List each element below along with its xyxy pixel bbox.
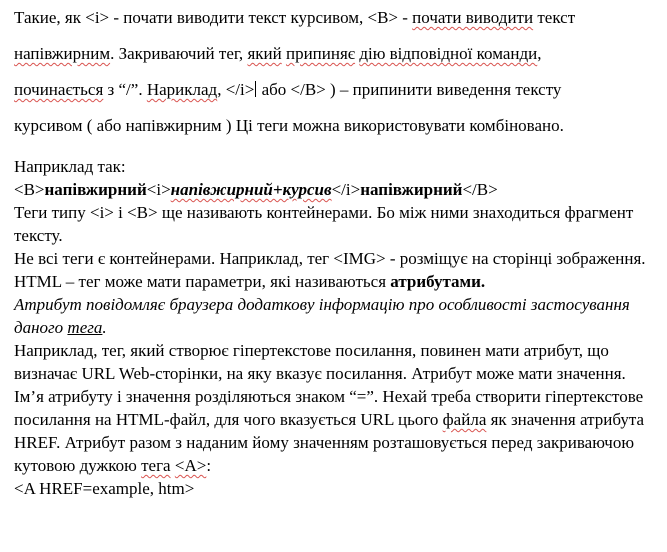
text-run: текст: [533, 8, 576, 27]
text-run: курсивом ( або напівжирним ) Ці теги можна використовувати комбіновано.: [14, 116, 564, 135]
tag-text: <B>: [14, 180, 45, 199]
bold-text: атрибутами.: [390, 272, 486, 291]
text-run-marked: <A>: [174, 456, 207, 475]
attribute-definition: [14, 293, 659, 339]
attributes-paragraph: [14, 270, 659, 293]
text-run-marked: який: [247, 44, 282, 63]
bold-text: напівжирний: [44, 180, 147, 199]
text-run-marked: припиняє: [285, 44, 356, 63]
containers-paragraph: Теги типу <i> і <B> ще називають контейнерами. Бо між ними знаходиться фрагмент тексту.: [14, 203, 634, 245]
href-paragraph: [14, 339, 659, 477]
tag-text: <i>: [146, 180, 171, 199]
bold-italic-text: напівжирний+курсив: [170, 180, 332, 199]
code-example-line: <A HREF=example, htm>: [14, 479, 195, 498]
text-run: HTML – тег може мати параметри, які називаються: [14, 272, 391, 291]
text-run-marked: тега: [141, 456, 171, 475]
tag-text: </B>: [462, 180, 498, 199]
text-run-marked: починається: [14, 80, 104, 99]
main-text-block: [14, 155, 659, 500]
text-run: ,: [537, 44, 542, 63]
text-run: Атрибут повідомляє браузера додаткову інформацію про особливості застосування даного: [14, 295, 630, 337]
text-run-marked: напівжирним: [14, 44, 111, 63]
text-run-marked: почати виводити: [412, 8, 534, 27]
text-run: як значення атрибута HREF. Атрибут разом з наданим йому значенням розташовується перед закриваючою кутовою дужкою: [14, 410, 644, 475]
text-run: або </B> ) – припинити виведення тексту: [257, 80, 562, 99]
text-run: , </i>: [217, 80, 255, 99]
tag-text: </i>: [331, 180, 361, 199]
code-example-line: [14, 178, 659, 201]
img-tag-paragraph: Не всі теги є контейнерами. Наприклад, тег <IMG> - розміщує на сторінці зображення.: [14, 249, 646, 268]
bold-text: напівжирний: [360, 180, 463, 199]
text-run-marked: Нариклад: [146, 80, 218, 99]
underlined-text: тега: [67, 318, 103, 337]
text-run: Такие, як <i> - почати виводити текст курсивом, <B> -: [14, 8, 413, 27]
text-run-marked: дію відповідної команди: [359, 44, 538, 63]
text-run: .: [102, 318, 107, 337]
text-run: . Закриваючий тег,: [110, 44, 248, 63]
example-label: Наприклад так:: [14, 157, 126, 176]
text-run: з “/”.: [103, 80, 147, 99]
intro-paragraph: [14, 0, 659, 144]
text-run: :: [206, 456, 212, 475]
text-run-marked: файла: [442, 410, 487, 429]
text-run: Наприклад, тег, який створює гіпертекстове посилання, повинен мати атрибут, що визначає URL Web-сторінки, на яку вказує посилання. Атрибут може мати значення. Ім’я атрибуту і значення розділяються знаком “=”. Нехай треба створити гіпертекстове посилання на HTML-файл, для чого вказується URL цього: [14, 341, 644, 429]
